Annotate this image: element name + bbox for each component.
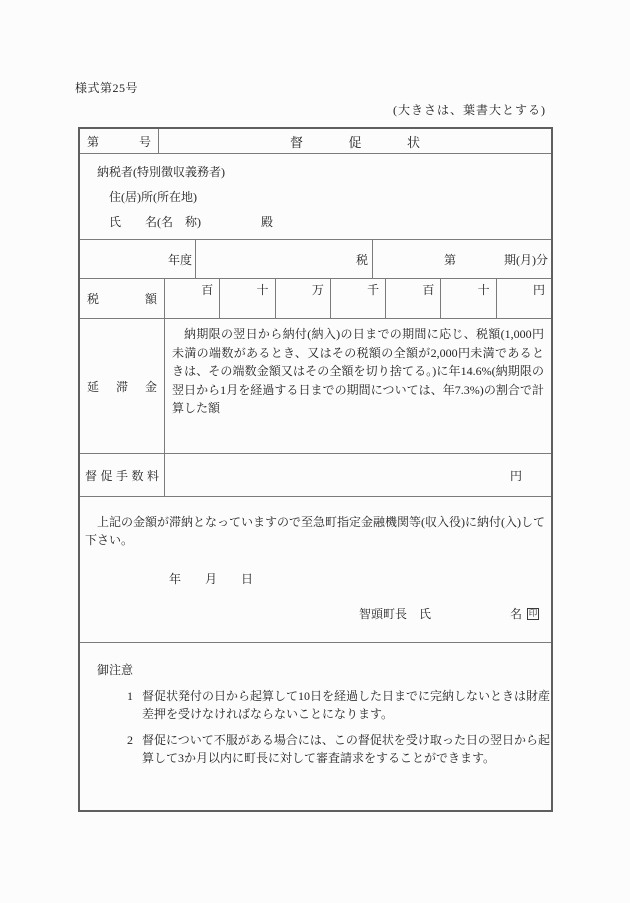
tax-type-cell: 税 [195, 240, 372, 278]
note-text: 督促について不服がある場合には、この督促状を受け取った日の翌日から起算して3か月以内に町長に対して審査請求をすることができます。 [142, 733, 550, 765]
notes-row [80, 643, 551, 810]
form-number: 様式第25号 [75, 81, 139, 95]
amount-digit-column-sen: 千 [331, 279, 386, 318]
date-line: 年 月 日 [169, 572, 254, 586]
demand-fee-row [80, 454, 551, 497]
request-text: 上記の金額が滞納となっていますので至急町指定金融機関等(収入役)に納付(入)して下さい。 [85, 515, 545, 547]
signer-line [359, 605, 539, 622]
notes-block [80, 643, 551, 767]
taxpayer-label: 納税者(特別徴収義務者) [97, 165, 225, 179]
request-row [80, 497, 551, 643]
taxpayer-address-label: 住(居)所(所在地) [109, 190, 197, 204]
signer-name-label: 名 [510, 607, 523, 621]
amount-digit-column-ten-man: 十 [220, 279, 275, 318]
taxpayer-row [80, 154, 551, 240]
demand-fee-label: 督 促 手 数 料 [80, 454, 165, 496]
demand-fee-unit: 円 [509, 468, 522, 483]
period-row [80, 240, 551, 279]
note-text: 督促状発付の日から起算して10日を経過した日までに完納しないときは財産差押を受けなければならないことになります。 [142, 689, 551, 721]
page-title: 督促状 [289, 134, 466, 150]
amount-digit-column-man: 万 [276, 279, 331, 318]
late-fee-row [80, 319, 551, 454]
seal-mark: 印 [528, 608, 538, 619]
tax-amount-label: 税 額 [80, 279, 165, 318]
taxpayer-name-label: 氏 名(名 称) 殿 [109, 215, 273, 229]
term-cell: 第 期(月)分 [372, 240, 551, 278]
note-item-1 [127, 687, 551, 723]
tax-amount-row [80, 279, 551, 319]
note-number: 1 [127, 689, 133, 703]
amount-digit-column-juu: 十 [441, 279, 496, 318]
fiscal-year-cell: 年度 [167, 252, 192, 267]
signer-title: 智頭町長 氏 [359, 607, 432, 621]
late-fee-label: 延 滞 金 [80, 319, 165, 453]
size-note: (大きさは、葉書大とする) [393, 103, 546, 117]
notes-title: 御注意 [97, 663, 134, 677]
late-fee-description: 納期限の翌日から納付(納入)の日までの期間に応じ、税額(1,000円未満の端数があるとき、又はその税額の全額が2,000円未満であるときは、その端数金額又はその全額を切り捨てる。)に年14.6%(納期限の翌日から1月を経過する日までの期間については、年7.3%)の割合で計算した額 [172, 327, 544, 415]
amount-digit-column-yen: 円 [532, 283, 545, 297]
title-row [80, 129, 551, 154]
doc-number-cell: 第 号 [80, 129, 159, 153]
note-number: 2 [127, 733, 133, 747]
amount-digit-column-hundred-man: 百 [165, 279, 220, 318]
demand-notice-form [78, 127, 553, 812]
amount-digit-column-hyaku: 百 [386, 279, 441, 318]
note-item-2 [127, 731, 551, 767]
title-cell [159, 129, 551, 153]
